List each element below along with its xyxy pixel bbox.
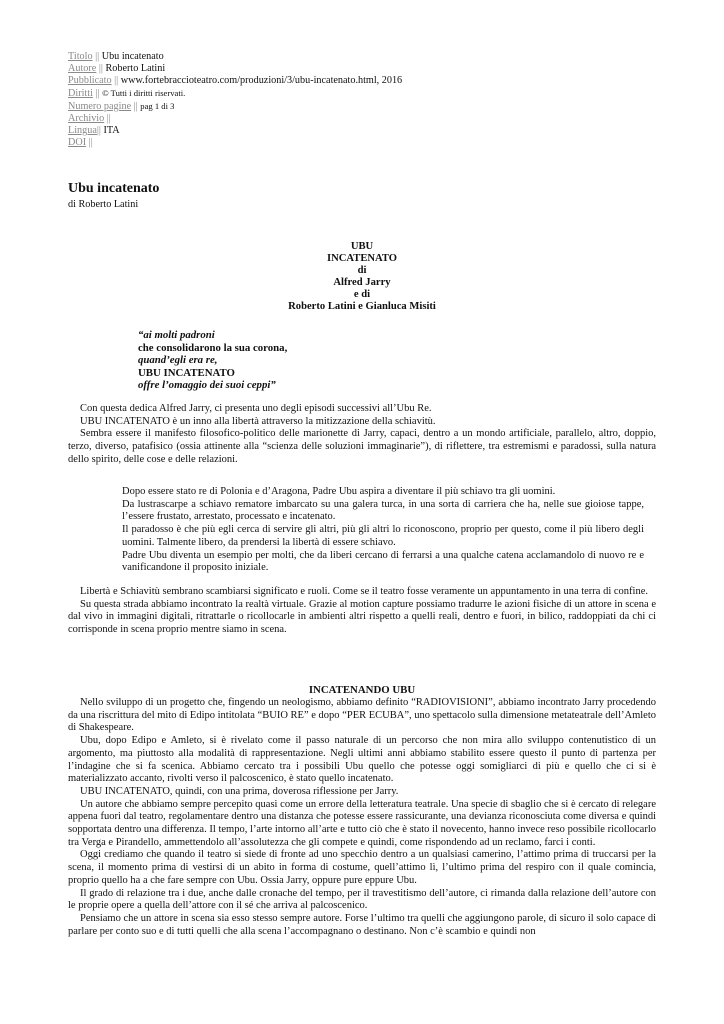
paragraph: Il paradosso è che più egli cerca di servire gli altri, più gli altri lo riconoscono, proprio per questo, come il più libero degli uomini. Talmente libero, da prendersi la libertà di essere schiavo. — [122, 524, 644, 548]
heading-line: di — [357, 265, 367, 276]
intro-section — [68, 403, 656, 467]
meta-link-titolo[interactable]: Titolo — [68, 51, 93, 62]
meta-value-pubblicato: www.fortebraccioteatro.com/produzioni/3/ubu-incatenato.html, 2016 — [120, 75, 403, 86]
synopsis-quote — [122, 486, 644, 575]
play-heading — [68, 241, 656, 313]
dedication-line: che consolidarono la sua corona, — [138, 341, 288, 354]
meta-separator: || — [88, 137, 93, 148]
meta-row-lingua — [68, 125, 402, 137]
incatenando-section — [68, 697, 656, 938]
dedication-line: offre l’omaggio dei suoi ceppi” — [138, 379, 276, 392]
section-heading: INCATENANDO UBU — [308, 684, 416, 696]
meta-link-archivio[interactable]: Archivio — [68, 113, 105, 124]
meta-separator: || — [95, 88, 100, 99]
meta-value-pagine: pag 1 di 3 — [140, 101, 175, 111]
meta-link-doi[interactable]: DOI — [68, 137, 87, 148]
paragraph: Con questa dedica Alfred Jarry, ci presenta uno degli episodi successivi all’Ubu Re. — [80, 403, 432, 414]
meta-link-lingua[interactable]: Lingua — [68, 125, 97, 136]
paragraph: Dopo essere stato re di Polonia e d’Aragona, Padre Ubu aspira a diventare il più schiavo tra gli uomini. — [122, 486, 556, 497]
dedication-line: quand’egli era re, — [138, 354, 218, 367]
paragraph: Oggi crediamo che quando il teatro si siede di fronte ad uno specchio dentro a un qualsiasi camerino, l’attimo prima di truccarsi per la scena, il momento prima di vestirsi di un abito in forma di costume, quell’attimo lì, l’ultimo prima del respiro con il quale comincia, proprio quello ha a che fare sempre con Ubu. Ossia Jarry, oppure pure eppure Ubu. — [68, 849, 656, 886]
meta-value-titolo: Ubu incatenato — [101, 51, 164, 62]
paragraph: Su questa strada abbiamo incontrato la realtà virtuale. Grazie al motion capture possiamo tradurre le azioni fisiche di un attore in scena e dal vivo in immagini digitali, ritrattarle o ricollocarle in ambienti altri rispetto a quelli reali, dentro e fuori, in bilico, raddoppiati da chi ci corrisponde in scena proprio mentre siamo in scena. — [68, 598, 656, 636]
heading-line: Alfred Jarry — [333, 277, 391, 288]
meta-value-lingua: ITA — [103, 125, 120, 136]
meta-separator: || — [106, 113, 111, 124]
meta-row-autore — [68, 63, 402, 75]
meta-link-pagine[interactable]: Numero pagine — [68, 101, 132, 112]
meta-link-pubblicato[interactable]: Pubblicato — [68, 75, 112, 86]
middle-section — [68, 586, 656, 637]
paragraph: Da lustrascarpe a schiavo rematore imbarcato su una galera turca, in una sorta di carriera che ha, nelle sue gioiose tappe, l’essere frustato, arrestato, processato e incatenato. — [122, 498, 644, 523]
paragraph: Pensiamo che un attore in scena sia esso stesso sempre autore. Forse l’ultimo tra quelli che aggiungono parole, di sicuro il solo capace di parlare per conto suo e di tutti quelli che alla scena l’accompagnano o destinano. Non c’è scambio e quindi non — [68, 912, 656, 937]
meta-separator: || — [114, 75, 119, 86]
metadata-block — [68, 51, 402, 149]
meta-row-doi — [68, 137, 402, 149]
paragraph: Libertà e Schiavitù sembrano scambiarsi significato e ruoli. Come se il teatro fosse veramente un appuntamento in una terra di confine. — [80, 586, 648, 597]
heading-line: UBU — [350, 241, 374, 252]
meta-row-archivio — [68, 113, 402, 125]
document-title: Ubu incatenato — [68, 181, 160, 196]
paragraph: Sembra essere il manifesto filosofico-politico delle marionette di Jarry, capaci, dentro a un mondo artificiale, parallelo, altro, doppio, terzo, diverso, patafisico (ossia attinente alla “scienza delle soluzioni immaginarie”), di riflettere, tra estremismi e paradossi, sulla natura dello spirito, delle cose e delle relazioni. — [68, 428, 656, 465]
heading-line: e di — [353, 289, 371, 300]
dedication-line: UBU INCATENATO — [138, 366, 235, 379]
meta-link-diritti[interactable]: Diritti — [68, 88, 93, 99]
paragraph: Nello sviluppo di un progetto che, fingendo un neologismo, abbiamo definito “RADIOVISIONI”, abbiamo incontrato Jarry procedendo da una riscrittura del mito di Edipo intitolata “BUIO RE” e dopo “PER ECUBA”, uno spettacolo sulla dimensione metateatrale dell’Amleto di Shakespeare. — [68, 697, 656, 734]
heading-line: Roberto Latini e Gianluca Misiti — [288, 301, 436, 312]
dedication-line: “ai molti padroni — [138, 329, 215, 341]
meta-separator: || — [95, 51, 100, 62]
meta-separator: || — [133, 101, 138, 112]
meta-row-diritti — [68, 87, 402, 100]
heading-line: INCATENATO — [326, 253, 398, 264]
meta-row-pubblicato — [68, 75, 402, 87]
paragraph: Il grado di relazione tra i due, anche dalle cronache del tempo, per il travestitismo dell’autore, ci rimanda dalla relazione dell’autore con le proprie opere a quella dell’attore con il sé che arriva al palcoscenico. — [68, 887, 656, 912]
paragraph: UBU INCATENATO, quindi, con una prima, doverosa riflessione per Jarry. — [80, 785, 399, 797]
paragraph: Padre Ubu diventa un esempio per molti, che da liberi cercano di ferrarsi a una qualche catena acclamandolo di nuovo re e vanificandone il proposito iniziale. — [122, 549, 644, 574]
meta-separator: || — [96, 125, 101, 136]
meta-value-autore: Roberto Latini — [105, 63, 166, 74]
meta-row-pagine — [68, 100, 402, 113]
paragraph: Ubu, dopo Edipo e Amleto, si è rivelato come il passo naturale di un percorso che non mira allo sviluppo contenutistico di un argomento, ma piuttosto alla modalità di rappresentazione. Negli ultimi anni abbiamo stabilito essere questo il punto di partenza per l’indagine che si fa scenica. Abbiamo cercato tra i possibili Ubu quello che potesse oggi somigliarci di più e quello che ci si è materializzato accanto, rivolti verso il palcoscenico, è stato quello incatenato. — [68, 735, 656, 785]
meta-link-autore[interactable]: Autore — [68, 63, 97, 74]
dedication-block — [138, 329, 287, 392]
meta-separator: || — [98, 63, 103, 74]
meta-row-titolo — [68, 51, 402, 63]
meta-value-diritti: © Tutti i diritti riservati. — [102, 88, 186, 98]
paragraph: Un autore che abbiamo sempre percepito quasi come un errore della letteratura teatrale. Una specie di sbaglio che si è cercato di relegare appena fuori dal teatro, regolamentare dentro una distanza che potesse essere rassicurante, una devianza riconosciuta come diversa e quindi sopportata dentro una differenza. Il tempo, l’arte intorno all’arte e tutto ciò che è stato il novecento, hanno invece reso possibile ricollocarlo tra Verga e Pirandello, ammettendolo all’assolutezza che gli compete e quindi, come rispondendo ad un reclamo, farci i conti. — [68, 798, 656, 848]
paragraph: UBU INCATENATO è un inno alla libertà attraverso la mitizzazione della schiavitù. — [80, 415, 436, 427]
document-byline: di Roberto Latini — [68, 199, 139, 210]
